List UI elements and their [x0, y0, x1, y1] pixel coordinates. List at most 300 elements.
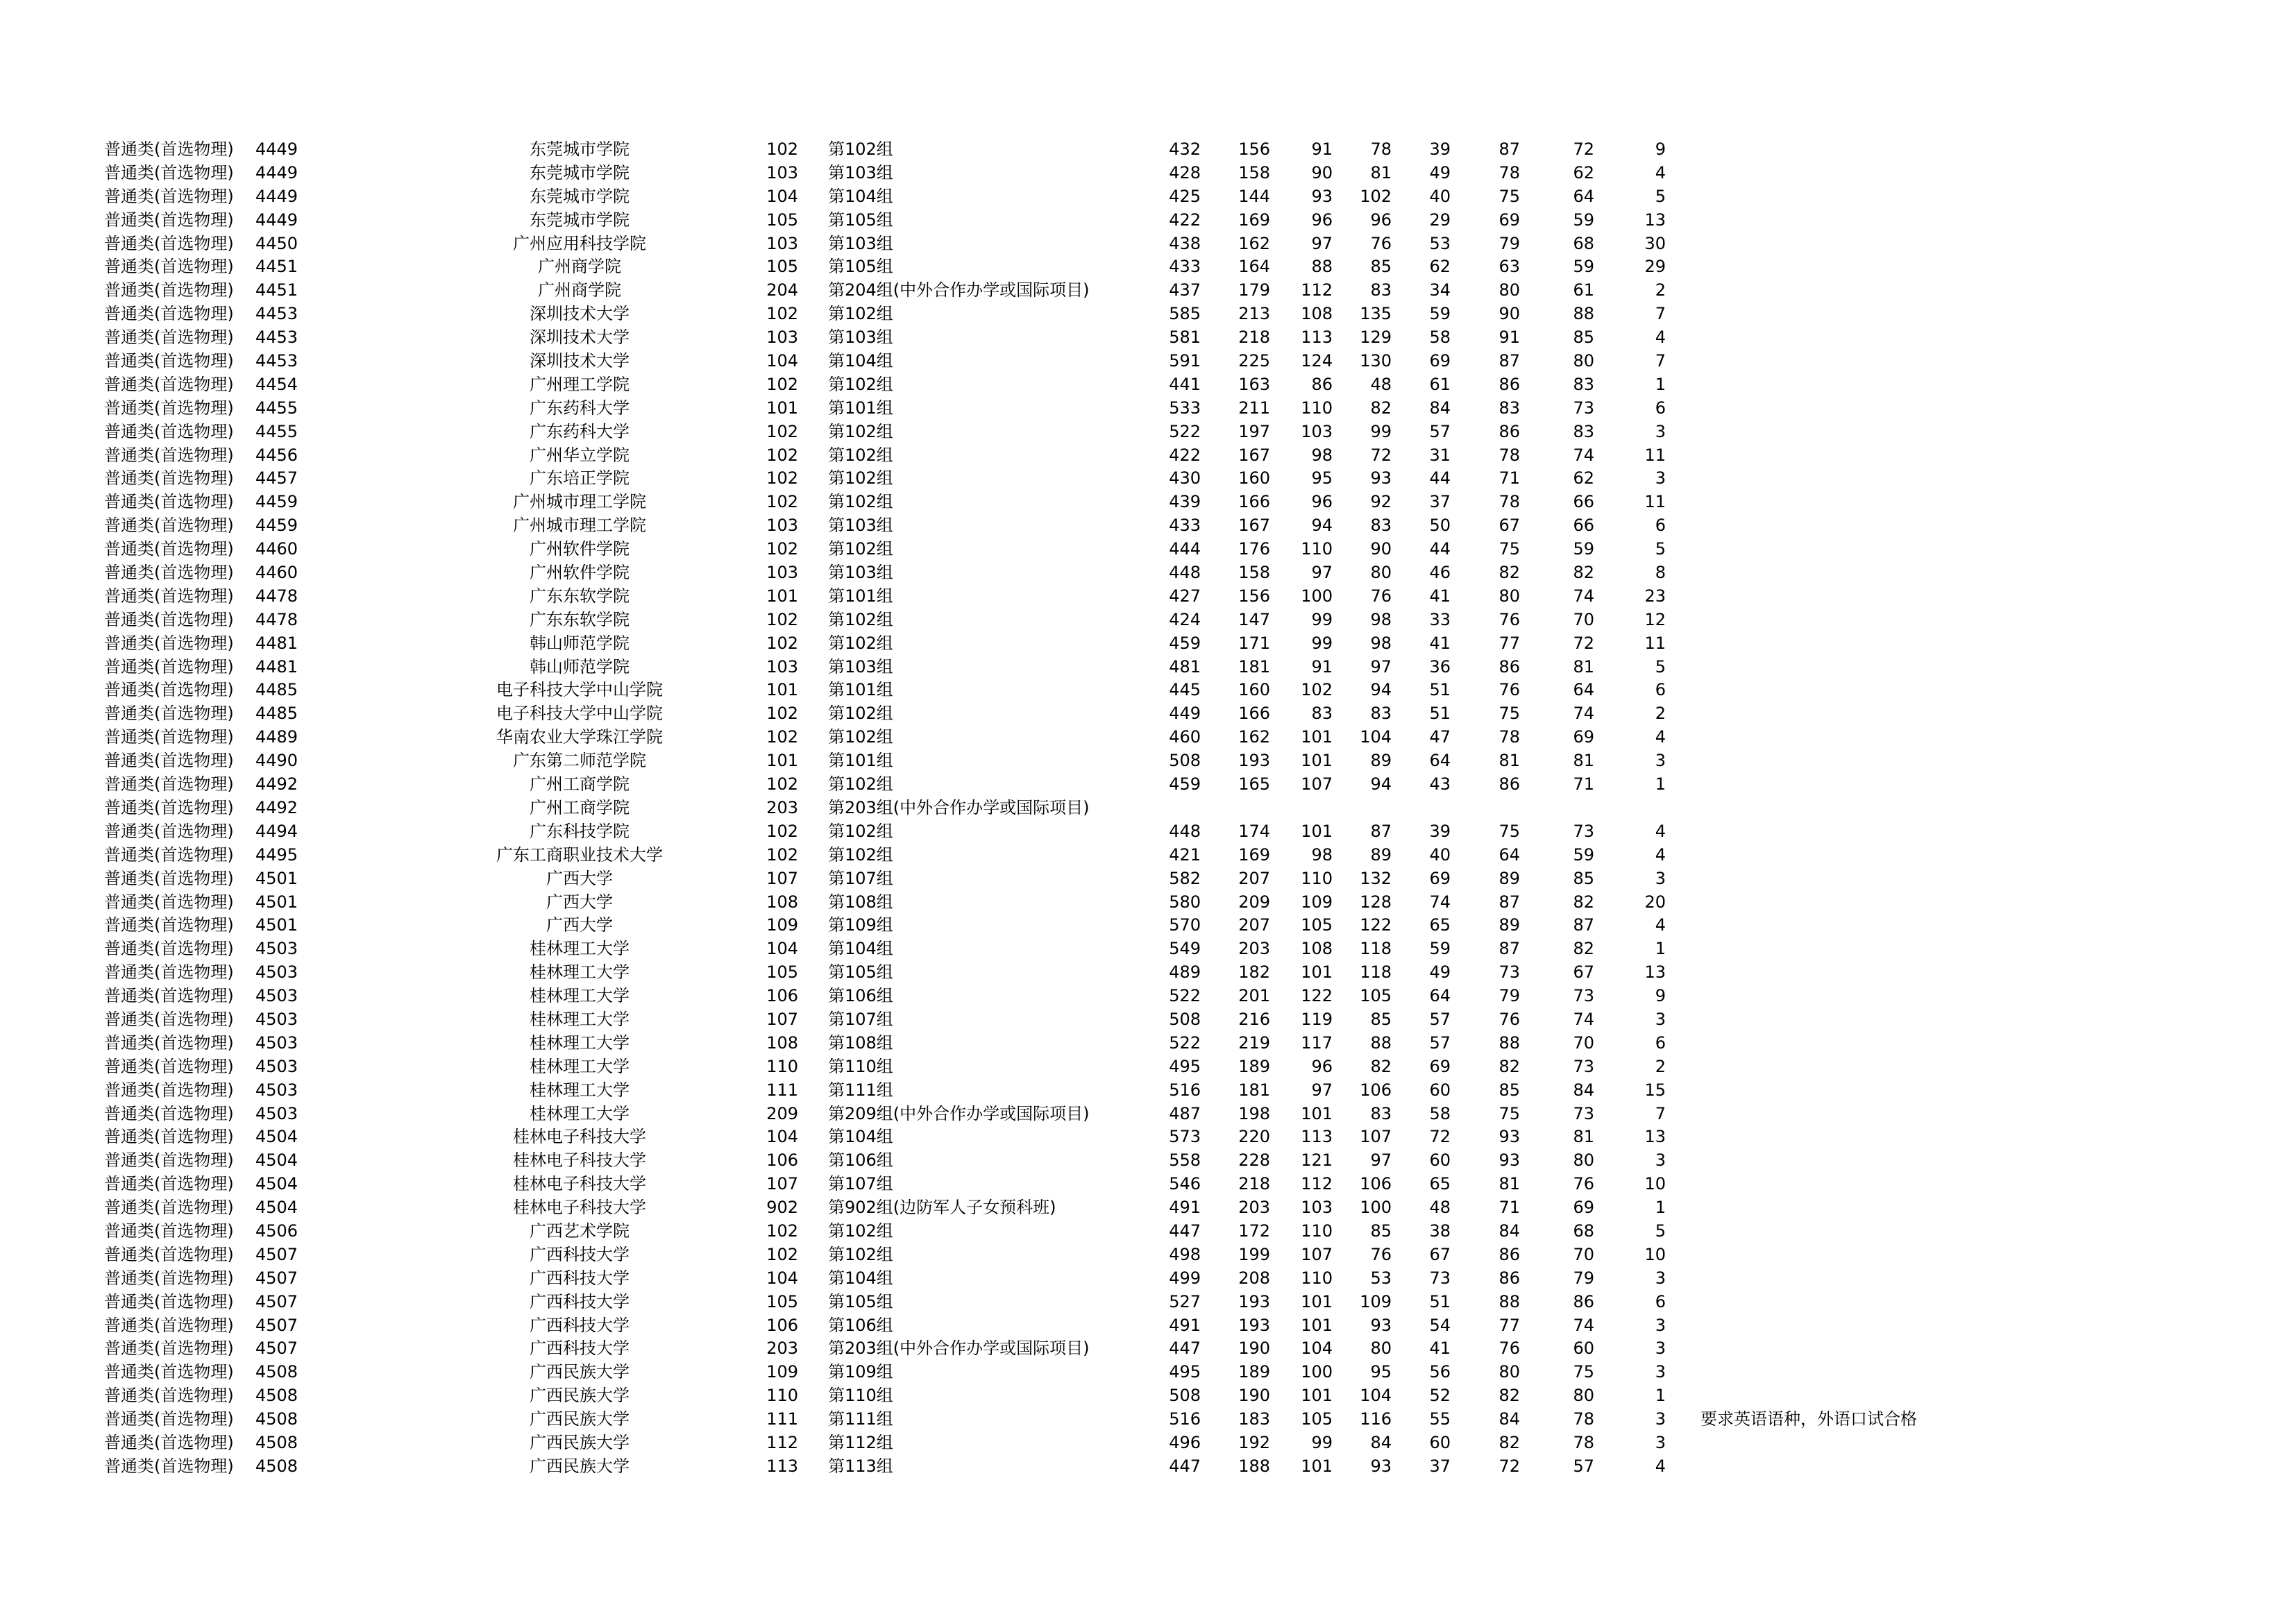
group-code-cell: 102: [766, 445, 798, 465]
school-code-cell: 4508: [255, 1362, 298, 1382]
school-code-cell: 4504: [255, 1198, 298, 1218]
score-cell-7: 83: [1573, 421, 1594, 441]
score-cell-8: 3: [1655, 1315, 1666, 1335]
group-name-cell: 第203组(中外合作办学或国际项目): [828, 1339, 1090, 1359]
score-cell-3: 110: [1301, 539, 1333, 559]
score-cell-8: 6: [1655, 398, 1666, 418]
score-cell-7: 85: [1573, 868, 1594, 888]
score-cell-4: 85: [1370, 257, 1392, 277]
score-cell-2: 190: [1238, 1339, 1270, 1359]
group-name-cell: 第102组: [828, 139, 893, 159]
score-cell-2: 160: [1238, 680, 1270, 700]
score-cell-6: 75: [1499, 704, 1520, 724]
school-name-cell: 广东第二师范学院: [513, 751, 646, 771]
school-name-cell: 广西科技大学: [530, 1315, 630, 1335]
table-row: [104, 1055, 2186, 1079]
score-cell-3: 101: [1301, 1291, 1333, 1311]
note-cell: [1700, 726, 2186, 749]
score-cell-7: 81: [1573, 1127, 1594, 1147]
score-cell-5: 47: [1429, 727, 1451, 747]
score-cell-1: 433: [1169, 257, 1201, 277]
score-cell-4: 83: [1370, 1103, 1392, 1123]
school-name-cell: 广西科技大学: [530, 1268, 630, 1288]
table-row: [104, 1079, 2186, 1103]
school-name-cell: 桂林电子科技大学: [513, 1150, 646, 1171]
score-cell-4: 106: [1360, 1174, 1392, 1194]
score-cell-8: 9: [1655, 986, 1666, 1006]
category-cell: 普通类(首选物理): [104, 1009, 234, 1029]
score-cell-3: 97: [1311, 233, 1333, 253]
table-row: [104, 914, 2186, 937]
category-cell: 普通类(首选物理): [104, 868, 234, 888]
table-row: [104, 1431, 2186, 1455]
score-cell-3: 97: [1311, 563, 1333, 583]
school-code-cell: 4453: [255, 304, 298, 324]
score-cell-1: 508: [1169, 751, 1201, 771]
note-cell: [1700, 514, 2186, 538]
group-name-cell: 第102组: [828, 421, 893, 441]
category-cell: 普通类(首选物理): [104, 1221, 234, 1241]
score-cell-8: 4: [1655, 844, 1666, 865]
note-cell: [1700, 1149, 2186, 1173]
score-cell-5: 65: [1429, 1174, 1451, 1194]
school-code-cell: 4481: [255, 656, 298, 677]
category-cell: 普通类(首选物理): [104, 1291, 234, 1311]
score-cell-8: 3: [1655, 1268, 1666, 1288]
school-code-cell: 4503: [255, 962, 298, 983]
score-cell-1: 487: [1169, 1103, 1201, 1123]
score-cell-2: 197: [1238, 421, 1270, 441]
school-name-cell: 广州商学院: [538, 280, 621, 300]
score-cell-5: 39: [1429, 821, 1451, 841]
score-cell-6: 75: [1499, 1103, 1520, 1123]
group-code-cell: 102: [766, 539, 798, 559]
score-cell-1: 445: [1169, 680, 1201, 700]
category-cell: 普通类(首选物理): [104, 328, 234, 348]
score-cell-8: 3: [1655, 468, 1666, 488]
score-cell-2: 181: [1238, 656, 1270, 677]
group-name-cell: 第102组: [828, 468, 893, 488]
score-cell-1: 428: [1169, 162, 1201, 182]
score-cell-2: 189: [1238, 1362, 1270, 1382]
score-cell-1: 495: [1169, 1362, 1201, 1382]
score-cell-7: 76: [1573, 1174, 1594, 1194]
score-cell-2: 181: [1238, 1080, 1270, 1100]
group-name-cell: 第102组: [828, 844, 893, 865]
group-name-cell: 第106组: [828, 1150, 893, 1171]
score-cell-4: 116: [1360, 1409, 1392, 1429]
school-code-cell: 4508: [255, 1456, 298, 1476]
table-row: [104, 491, 2186, 514]
table-row: [104, 1267, 2186, 1291]
score-cell-6: 82: [1499, 1432, 1520, 1452]
score-cell-5: 53: [1429, 233, 1451, 253]
school-code-cell: 4494: [255, 821, 298, 841]
group-name-cell: 第107组: [828, 868, 893, 888]
score-cell-2: 207: [1238, 915, 1270, 935]
score-cell-6: 76: [1499, 1009, 1520, 1029]
note-cell: [1700, 1455, 2186, 1479]
table-row: [104, 749, 2186, 773]
school-name-cell: 广州工商学院: [530, 797, 630, 817]
table-row: [104, 937, 2186, 961]
group-name-cell: 第104组: [828, 186, 893, 206]
score-cell-5: 36: [1429, 656, 1451, 677]
school-code-cell: 4449: [255, 139, 298, 159]
score-cell-8: 10: [1644, 1174, 1666, 1194]
group-name-cell: 第102组: [828, 445, 893, 465]
score-cell-5: 41: [1429, 1339, 1451, 1359]
score-cell-1: 496: [1169, 1432, 1201, 1452]
group-code-cell: 204: [766, 280, 798, 300]
school-code-cell: 4507: [255, 1244, 298, 1264]
score-cell-4: 94: [1370, 680, 1392, 700]
score-cell-8: 4: [1655, 821, 1666, 841]
score-cell-1: 508: [1169, 1386, 1201, 1406]
score-cell-5: 37: [1429, 492, 1451, 512]
score-cell-3: 110: [1301, 398, 1333, 418]
score-cell-4: 107: [1360, 1127, 1392, 1147]
score-cell-5: 57: [1429, 1033, 1451, 1053]
score-cell-1: 549: [1169, 939, 1201, 959]
group-code-cell: 103: [766, 233, 798, 253]
score-cell-4: 129: [1360, 328, 1392, 348]
school-name-cell: 电子科技大学中山学院: [496, 704, 663, 724]
school-name-cell: 桂林电子科技大学: [513, 1198, 646, 1218]
score-cell-1: 522: [1169, 986, 1201, 1006]
note-cell: [1700, 538, 2186, 561]
group-name-cell: 第105组: [828, 1291, 893, 1311]
score-cell-8: 13: [1644, 210, 1666, 230]
group-code-cell: 102: [766, 704, 798, 724]
score-cell-4: 89: [1370, 844, 1392, 865]
category-cell: 普通类(首选物理): [104, 609, 234, 629]
school-name-cell: 桂林理工大学: [530, 1009, 630, 1029]
note-cell: [1700, 797, 2186, 820]
school-code-cell: 4503: [255, 986, 298, 1006]
note-cell: 要求英语语种，外语口试合格: [1700, 1409, 1917, 1429]
school-code-cell: 4456: [255, 445, 298, 465]
table-row: [104, 1337, 2186, 1361]
score-cell-6: 88: [1499, 1291, 1520, 1311]
school-name-cell: 东莞城市学院: [530, 139, 630, 159]
score-cell-7: 62: [1573, 468, 1594, 488]
school-name-cell: 桂林理工大学: [530, 1033, 630, 1053]
category-cell: 普通类(首选物理): [104, 233, 234, 253]
score-cell-1: 459: [1169, 633, 1201, 653]
score-cell-2: 218: [1238, 328, 1270, 348]
score-cell-7: 68: [1573, 1221, 1594, 1241]
score-cell-5: 44: [1429, 468, 1451, 488]
category-cell: 普通类(首选物理): [104, 374, 234, 394]
table-row: [104, 1220, 2186, 1243]
score-cell-5: 58: [1429, 1103, 1451, 1123]
score-cell-2: 158: [1238, 162, 1270, 182]
group-code-cell: 104: [766, 351, 798, 371]
score-cell-5: 69: [1429, 1056, 1451, 1076]
note-cell: [1700, 138, 2186, 162]
school-code-cell: 4460: [255, 563, 298, 583]
table-row: [104, 773, 2186, 797]
score-cell-4: 53: [1370, 1268, 1392, 1288]
group-name-cell: 第103组: [828, 233, 893, 253]
school-name-cell: 桂林电子科技大学: [513, 1174, 646, 1194]
score-cell-2: 171: [1238, 633, 1270, 653]
note-cell: [1700, 162, 2186, 185]
note-cell: [1700, 961, 2186, 985]
table-row: [104, 726, 2186, 749]
score-cell-1: 430: [1169, 468, 1201, 488]
score-cell-6: 82: [1499, 563, 1520, 583]
category-cell: 普通类(首选物理): [104, 586, 234, 606]
school-name-cell: 东莞城市学院: [530, 186, 630, 206]
school-code-cell: 4501: [255, 892, 298, 912]
school-name-cell: 广州应用科技学院: [513, 233, 646, 253]
score-cell-8: 23: [1644, 586, 1666, 606]
score-cell-5: 74: [1429, 892, 1451, 912]
score-cell-3: 112: [1301, 1174, 1333, 1194]
score-cell-3: 105: [1301, 915, 1333, 935]
score-cell-4: 48: [1370, 374, 1392, 394]
score-cell-6: 75: [1499, 539, 1520, 559]
school-code-cell: 4451: [255, 280, 298, 300]
group-name-cell: 第106组: [828, 986, 893, 1006]
score-cell-1: 516: [1169, 1409, 1201, 1429]
group-code-cell: 103: [766, 516, 798, 536]
category-cell: 普通类(首选物理): [104, 680, 234, 700]
score-cell-8: 1: [1655, 1386, 1666, 1406]
score-cell-7: 64: [1573, 186, 1594, 206]
score-cell-4: 85: [1370, 1009, 1392, 1029]
score-cell-5: 48: [1429, 1198, 1451, 1218]
score-cell-4: 97: [1370, 1150, 1392, 1171]
category-cell: 普通类(首选物理): [104, 257, 234, 277]
category-cell: 普通类(首选物理): [104, 1056, 234, 1076]
score-cell-1: 447: [1169, 1456, 1201, 1476]
group-code-cell: 108: [766, 1033, 798, 1053]
score-cell-2: 228: [1238, 1150, 1270, 1171]
group-code-cell: 203: [766, 797, 798, 817]
score-cell-5: 38: [1429, 1221, 1451, 1241]
score-cell-6: 86: [1499, 1268, 1520, 1288]
group-name-cell: 第103组: [828, 328, 893, 348]
score-cell-5: 40: [1429, 844, 1451, 865]
score-cell-6: 87: [1499, 351, 1520, 371]
category-cell: 普通类(首选物理): [104, 1456, 234, 1476]
group-code-cell: 103: [766, 563, 798, 583]
score-cell-6: 71: [1499, 1198, 1520, 1218]
score-cell-8: 4: [1655, 328, 1666, 348]
score-cell-6: 87: [1499, 139, 1520, 159]
score-cell-1: 499: [1169, 1268, 1201, 1288]
score-cell-2: 208: [1238, 1268, 1270, 1288]
school-code-cell: 4451: [255, 257, 298, 277]
score-cell-1: 516: [1169, 1080, 1201, 1100]
school-name-cell: 广州华立学院: [530, 445, 630, 465]
group-name-cell: 第103组: [828, 162, 893, 182]
category-cell: 普通类(首选物理): [104, 1268, 234, 1288]
school-code-cell: 4449: [255, 186, 298, 206]
category-cell: 普通类(首选物理): [104, 539, 234, 559]
group-code-cell: 101: [766, 680, 798, 700]
table-row: [104, 797, 2186, 820]
school-name-cell: 广西艺术学院: [530, 1221, 630, 1241]
score-cell-7: 83: [1573, 374, 1594, 394]
table-row: [104, 326, 2186, 350]
note-cell: [1700, 1337, 2186, 1361]
score-cell-8: 10: [1644, 1244, 1666, 1264]
group-code-cell: 108: [766, 892, 798, 912]
score-cell-1: 591: [1169, 351, 1201, 371]
group-code-cell: 102: [766, 1221, 798, 1241]
score-cell-3: 86: [1311, 374, 1333, 394]
group-code-cell: 106: [766, 986, 798, 1006]
table-row: [104, 1032, 2186, 1055]
group-name-cell: 第105组: [828, 257, 893, 277]
score-cell-3: 101: [1301, 1103, 1333, 1123]
table-row: [104, 279, 2186, 303]
table-row: [104, 303, 2186, 326]
category-cell: 普通类(首选物理): [104, 351, 234, 371]
score-cell-2: 166: [1238, 704, 1270, 724]
table-row: [104, 209, 2186, 232]
score-cell-6: 83: [1499, 398, 1520, 418]
score-cell-6: 75: [1499, 821, 1520, 841]
score-cell-4: 81: [1370, 162, 1392, 182]
score-cell-2: 207: [1238, 868, 1270, 888]
score-cell-3: 108: [1301, 304, 1333, 324]
score-cell-3: 101: [1301, 727, 1333, 747]
score-cell-4: 100: [1360, 1198, 1392, 1218]
group-code-cell: 109: [766, 1362, 798, 1382]
score-cell-8: 30: [1644, 233, 1666, 253]
table-row: [104, 1196, 2186, 1220]
group-name-cell: 第102组: [828, 609, 893, 629]
score-cell-5: 40: [1429, 186, 1451, 206]
school-name-cell: 广州软件学院: [530, 563, 630, 583]
score-cell-8: 1: [1655, 939, 1666, 959]
score-cell-2: 211: [1238, 398, 1270, 418]
category-cell: 普通类(首选物理): [104, 727, 234, 747]
score-cell-7: 75: [1573, 1362, 1594, 1382]
score-cell-6: 78: [1499, 162, 1520, 182]
score-cell-5: 50: [1429, 516, 1451, 536]
table-row: [104, 1408, 2186, 1431]
score-cell-6: 82: [1499, 1386, 1520, 1406]
score-cell-1: 495: [1169, 1056, 1201, 1076]
group-code-cell: 102: [766, 492, 798, 512]
score-cell-7: 73: [1573, 986, 1594, 1006]
score-cell-1: 449: [1169, 704, 1201, 724]
score-cell-4: 132: [1360, 868, 1392, 888]
group-name-cell: 第110组: [828, 1056, 893, 1076]
school-name-cell: 广西民族大学: [530, 1432, 630, 1452]
score-cell-7: 78: [1573, 1409, 1594, 1429]
score-cell-7: 57: [1573, 1456, 1594, 1476]
score-cell-7: 59: [1573, 210, 1594, 230]
table-row: [104, 1314, 2186, 1338]
group-name-cell: 第102组: [828, 374, 893, 394]
school-name-cell: 广西民族大学: [530, 1409, 630, 1429]
score-cell-4: 98: [1370, 633, 1392, 653]
score-cell-4: 78: [1370, 139, 1392, 159]
score-cell-5: 59: [1429, 939, 1451, 959]
score-cell-1: 460: [1169, 727, 1201, 747]
group-code-cell: 102: [766, 727, 798, 747]
table-row: [104, 1243, 2186, 1267]
score-cell-4: 82: [1370, 398, 1392, 418]
score-cell-8: 11: [1644, 445, 1666, 465]
group-code-cell: 103: [766, 328, 798, 348]
score-cell-7: 84: [1573, 1080, 1594, 1100]
score-cell-8: 8: [1655, 563, 1666, 583]
school-name-cell: 桂林理工大学: [530, 962, 630, 983]
score-cell-1: 582: [1169, 868, 1201, 888]
score-cell-8: 20: [1644, 892, 1666, 912]
score-cell-3: 83: [1311, 704, 1333, 724]
score-cell-7: 70: [1573, 609, 1594, 629]
score-cell-2: 218: [1238, 1174, 1270, 1194]
score-cell-8: 3: [1655, 751, 1666, 771]
score-cell-8: 2: [1655, 1056, 1666, 1076]
score-cell-4: 98: [1370, 609, 1392, 629]
score-cell-1: 585: [1169, 304, 1201, 324]
category-cell: 普通类(首选物理): [104, 1244, 234, 1264]
score-cell-1: 527: [1169, 1291, 1201, 1311]
group-code-cell: 102: [766, 374, 798, 394]
note-cell: [1700, 820, 2186, 844]
category-cell: 普通类(首选物理): [104, 751, 234, 771]
table-row: [104, 232, 2186, 256]
score-cell-7: 62: [1573, 162, 1594, 182]
school-name-cell: 广西民族大学: [530, 1456, 630, 1476]
score-cell-1: 558: [1169, 1150, 1201, 1171]
school-name-cell: 桂林理工大学: [530, 1056, 630, 1076]
group-name-cell: 第104组: [828, 1268, 893, 1288]
school-code-cell: 4501: [255, 915, 298, 935]
group-code-cell: 104: [766, 939, 798, 959]
score-cell-6: 93: [1499, 1150, 1520, 1171]
score-cell-5: 46: [1429, 563, 1451, 583]
school-code-cell: 4485: [255, 680, 298, 700]
school-code-cell: 4503: [255, 1056, 298, 1076]
score-cell-7: 72: [1573, 139, 1594, 159]
score-cell-6: 86: [1499, 374, 1520, 394]
score-cell-2: 167: [1238, 445, 1270, 465]
score-cell-7: 79: [1573, 1268, 1594, 1288]
score-cell-6: 88: [1499, 1033, 1520, 1053]
group-name-cell: 第102组: [828, 1244, 893, 1264]
score-cell-4: 83: [1370, 516, 1392, 536]
score-cell-8: 13: [1644, 962, 1666, 983]
category-cell: 普通类(首选物理): [104, 1409, 234, 1429]
school-name-cell: 广州城市理工学院: [513, 492, 646, 512]
score-cell-6: 80: [1499, 586, 1520, 606]
score-cell-4: 102: [1360, 186, 1392, 206]
score-cell-5: 60: [1429, 1432, 1451, 1452]
score-cell-6: 67: [1499, 516, 1520, 536]
category-cell: 普通类(首选物理): [104, 1315, 234, 1335]
note-cell: [1700, 561, 2186, 585]
score-cell-3: 99: [1311, 633, 1333, 653]
school-code-cell: 4508: [255, 1409, 298, 1429]
category-cell: 普通类(首选物理): [104, 844, 234, 865]
group-name-cell: 第102组: [828, 539, 893, 559]
score-cell-6: 86: [1499, 421, 1520, 441]
score-cell-1: 481: [1169, 656, 1201, 677]
note-cell: [1700, 1291, 2186, 1314]
school-name-cell: 广州理工学院: [530, 374, 630, 394]
